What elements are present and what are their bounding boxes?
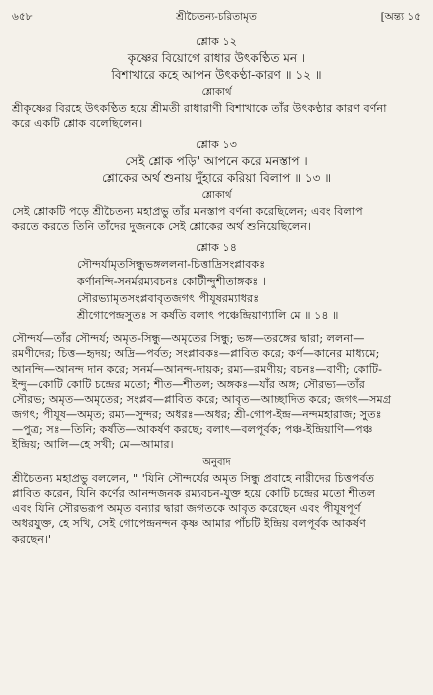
verse-12-line-1: কৃষ্ণের বিয়োগে রাধার উৎকণ্ঠিত মন । [127,51,306,65]
chapter-label: [অন্ত্য ১৫ [380,11,421,23]
verse-12-translation [12,101,421,131]
verse-14-translation [12,471,421,546]
verse-12-translation-heading: শ্লোকার্থ [201,87,232,98]
synonym-line: আনন্দি—আনন্দ দান করে; সনর্ম—আনন্দ-দায়ক; রম্য—রমণীয়; বচনঃ—বাণী; কোটি- [12,362,382,376]
synonym-line: রমণীদের; চিত্ত—হৃদয়; অদ্রি—পর্বত; সংপ্লাবকঃ—প্লাবিত করে; কর্ণ—কানের মাধ্যমে; [12,347,380,361]
translation-line: শ্রীচৈতন্য মহাপ্রভু বললেন, " 'যিনি সৌন্দর্যের অমৃত সিন্ধু প্রবাহে নারীদের চিত্তপর্বত [12,472,375,486]
translation-line: শ্রীকৃষ্ণের বিরহে উৎকণ্ঠিত হয়ে শ্রীমতী রাধারাণী বিশাখাকে তাঁর উৎকণ্ঠার কারণ বর্ণনা [12,102,387,115]
verse-12-heading: শ্লোক ১২ [195,35,237,48]
translation-line: এবং যিনি সৌরভরূপ অমৃত বন্যার দ্বারা জগতকে আবৃত করেছেন এবং পীযূষপূর্ণ [12,502,361,516]
verse-14-heading: শ্লোক ১৪ [196,241,237,255]
verse-14-sanskrit [12,256,421,324]
translation-line: অধরযুক্ত, হে সখি, সেই গোপেন্দ্রনন্দন কৃষ্ণ আমার পাঁচটি ইন্দ্রিয় বলপূর্বক আকর্ষণ [12,517,366,531]
running-title: শ্রীচৈতন্য-চরিতামৃত [176,11,257,23]
sanskrit-line: কর্ণানন্দি-সনর্মরম্যবচনঃ কোটীন্দুশীতাঙ্গকঃ । [77,275,266,289]
verse-14-translation-heading: অনুবাদ [202,457,231,469]
synonym-line: ইন্দ্রিয়; আলি—হে সখী; মে—আমার। [12,438,174,452]
page-number: ৬৫৮ [12,11,33,23]
translation-line: করে একটি শ্লোক বলেছিলেন। [12,117,143,131]
sanskrit-line: শ্রীগোপেন্দ্রসুতঃ স কর্ষতি বলাৎ পঞ্চেন্দ্রিয়াণ্যালি মে ॥ ১৪ ॥ [77,309,339,323]
synonym-line: সৌন্দর্য—তাঁর সৌন্দর্য; অমৃত-সিন্ধু—অমৃতের সিন্ধু; ভঙ্গ—তরঙ্গের দ্বারা; ললনা— [12,332,365,346]
sanskrit-line: সৌরভ্যামৃতসংপ্লবাবৃতজগৎ পীযূষরম্যাধরঃ [77,292,260,306]
translation-line: সেই শ্লোকটি পড়ে শ্রীচৈতন্য মহাপ্রভু তাঁর মনস্তাপ বর্ণনা করেছিলেন; এবং বিলাপ [12,205,363,219]
translation-line: প্লাবিত করেন, যিনি কর্ণের আনন্দজনক রম্যবচন-যুক্ত হয়ে কোটি চন্দ্রের মতো শীতল [12,487,376,501]
translation-line: করছেন।' [12,532,52,546]
translation-line: করতে করতে তিনি তাঁদের দুজনকে সেই শ্লোকের অর্থ শুনিয়েছিলেন। [12,220,312,234]
verse-13-line-1: সেই শ্লোক পড়ি' আপনে করে মনস্তাপ । [125,154,308,169]
sanskrit-line: সৌন্দর্যামৃতসিন্ধুভঙ্গললনা-চিত্তাদ্রিসংপ্লাবকঃ [77,258,266,272]
verse-14-synonyms [12,331,421,452]
synonym-line: ইন্দু—কোটি কোটি চন্দ্রের মতো; শীত—শীতল; অঙ্গকঃ—যাঁর অঙ্গ; সৌরভ্য—তাঁর [12,377,365,391]
verse-13-translation-heading: শ্লোকার্থ [201,190,232,202]
synonym-line: জগৎ; পীযূষ—অমৃত; রম্য—সুন্দর; অধরঃ—অধর; শ্রী-গোপ-ইন্দ্র—নন্দমহারাজ; সুতঃ [12,407,382,421]
verse-13-translation [12,204,421,234]
synonym-line: —পুত্র; সঃ—তিনি; কর্ষতি—আকর্ষণ করছে; বলাৎ—বলপূর্বক; পঞ্চ-ইন্দ্রিয়াণি—পঞ্চ [12,422,373,436]
synonym-line: সৌরভ; অমৃত—অমৃতের; সংপ্লব—প্লাবিত করে; আবৃত—আচ্ছাদিত করে; জগৎ—সমগ্র [12,392,392,406]
verse-12-line-2: বিশাখারে কহে আপন উৎকণ্ঠা-কারণ ॥ ১২ ॥ [111,68,322,82]
verse-13-line-2: শ্লোকের অর্থ শুনায় দুঁহারে করিয়া বিলাপ ॥ ১৩ ॥ [101,171,332,186]
page-header [12,8,421,26]
verse-13-heading: শ্লোক ১৩ [195,138,237,152]
